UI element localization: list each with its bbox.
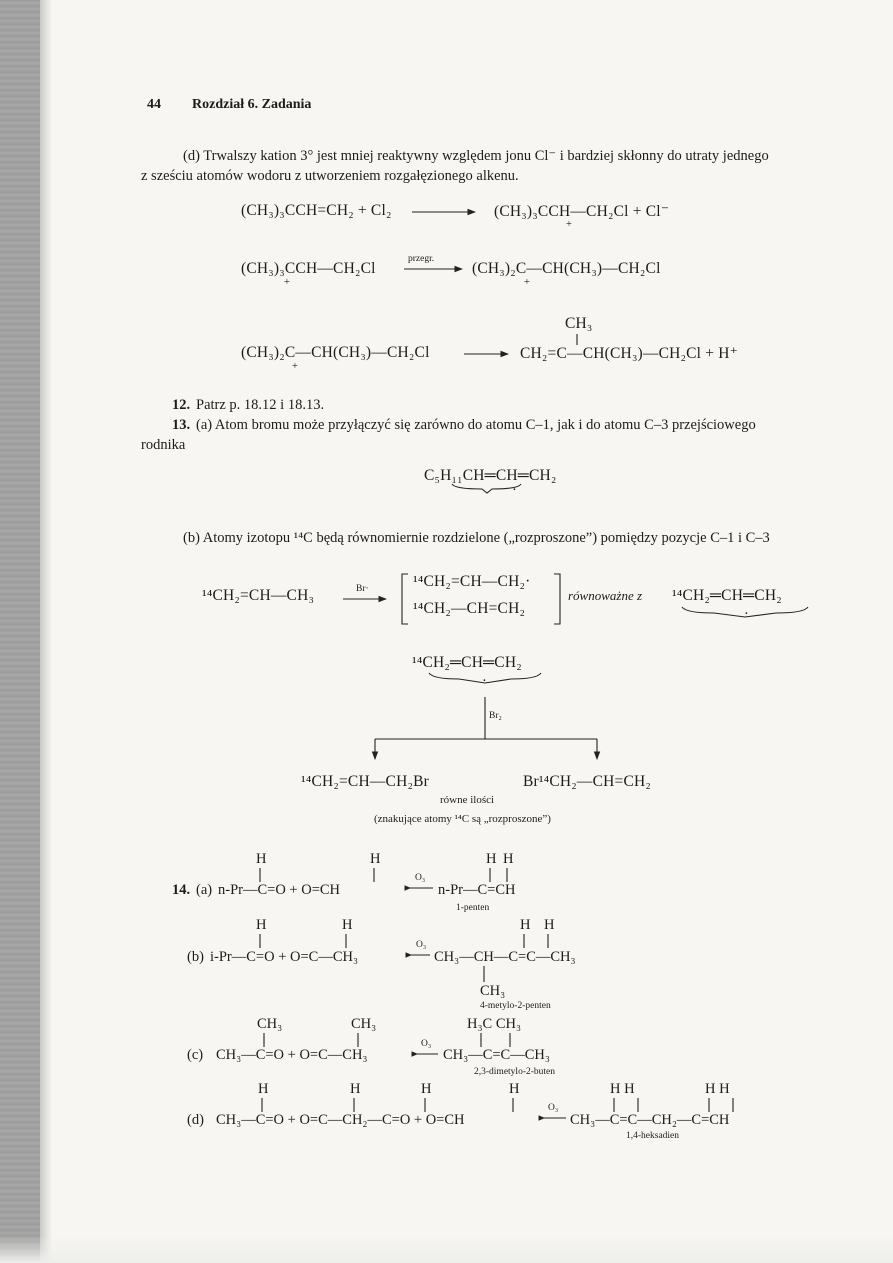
cation-plus-3: + — [524, 277, 530, 288]
left-square-bracket — [402, 574, 408, 624]
item12-text: Patrz p. 18.12 i 18.13. — [196, 397, 325, 413]
eq2-right: (CH₃)₂C—CH(CH₃)—CH₂Cl — [472, 260, 661, 277]
c-reactants: CH₃—C=O + O=C—CH₃ — [216, 1047, 368, 1063]
d-hh1: H H — [610, 1081, 635, 1097]
equivalent-text: równoważne z — [568, 588, 643, 603]
br-radical-label: Br· — [356, 584, 369, 594]
eq3-right: CH₂=C—CH(CH₃)—CH₂Cl + H⁺ — [520, 345, 739, 362]
eq1-left: (CH₃)₃CCH=CH₂ + Cl₂ — [241, 202, 392, 219]
part-d-line1: (d) Trwalszy kation 3° jest mniej reaktywny względem jonu Cl⁻ i bardziej skłonny do utraty jednego — [183, 148, 769, 164]
item14-number: 14. — [172, 882, 191, 898]
b-h4: H — [544, 917, 555, 933]
cation-plus-4: + — [292, 361, 298, 372]
product-1: ¹⁴CH₂=CH—CH₂Br — [301, 773, 429, 790]
c-name: 2,3-dimetylo-2-buten — [474, 1067, 555, 1077]
b-label: (b) — [187, 949, 204, 965]
a-alkene: n-Pr—C=CH — [438, 882, 516, 898]
a-h3: H — [486, 851, 497, 867]
c-methyl1: CH₃ — [257, 1016, 283, 1032]
a-h4: H — [503, 851, 514, 867]
resonance-form-2: ¹⁴CH₂—CH=CH₂ — [413, 600, 526, 617]
eq1-right: (CH₃)₃CCH—CH₂Cl + Cl⁻ — [494, 203, 670, 220]
eq2-left: (CH₃)₃CCH—CH₂Cl — [241, 260, 376, 277]
hybrid-right: ¹⁴CH₂═CH═CH₂ — [672, 587, 782, 604]
a-ozone: O₃ — [415, 873, 426, 883]
c-label: (c) — [187, 1047, 204, 1063]
d-label: (d) — [187, 1112, 204, 1128]
right-square-bracket — [554, 574, 560, 624]
d-alkene: CH₃—C=C—CH₂—C=CH — [570, 1112, 730, 1128]
c-methyl2: CH₃ — [351, 1016, 377, 1032]
d-ozone: O₃ — [548, 1103, 559, 1113]
cation-plus-2: + — [284, 277, 290, 288]
c-alkene: CH₃—C=C—CH₃ — [443, 1047, 550, 1063]
equal-amounts-caption: równe ilości — [440, 794, 495, 806]
b-name: 4-metylo-2-penten — [480, 1001, 551, 1011]
b-ozone: O₃ — [416, 940, 427, 950]
d-reactants: CH₃—C=O + O=C—CH₂—C=O + O=CH — [216, 1112, 465, 1128]
b-h1: H — [256, 917, 267, 933]
eq2-arrow-label: przegr. — [408, 254, 435, 264]
hybrid-center-brace — [429, 673, 541, 683]
d-h1: H — [258, 1081, 269, 1097]
product-2: Br¹⁴CH₂—CH=CH₂ — [523, 773, 651, 790]
allyl-radical: C₅H₁₁CH═CH═CH₂ — [424, 467, 557, 484]
a-h2: H — [370, 851, 381, 867]
hybrid-right-brace — [682, 607, 808, 617]
eq3-left: (CH₃)₂C—CH(CH₃)—CH₂Cl — [241, 344, 430, 361]
a-label: (a) — [196, 882, 213, 898]
b-reactants: i-Pr—C=O + O=C—CH₃ — [210, 949, 359, 965]
hybrid-right-dot: · — [744, 606, 749, 622]
hybrid-center-dot: · — [482, 673, 487, 689]
br2-reagent: Br₂ — [489, 711, 502, 721]
propene-14c: ¹⁴CH₂=CH—CH₃ — [202, 587, 315, 604]
item12-number: 12. — [172, 397, 191, 413]
item13-number: 13. — [172, 417, 191, 433]
a-h1: H — [256, 851, 267, 867]
d-h2: H — [350, 1081, 361, 1097]
b-h2: H — [342, 917, 353, 933]
resonance-form-1: ¹⁴CH₂=CH—CH₂· — [413, 573, 531, 590]
item13-line2: rodnika — [141, 437, 186, 453]
item13-b-text: (b) Atomy izotopu ¹⁴C będą równomiernie rozdzielone („rozproszone”) pomiędzy pozycje C–1 i C–3 — [183, 530, 770, 546]
item13-line1: (a) Atom bromu może przyłączyć się zarówno do atomu C–1, jak i do atomu C–3 przejściowego — [196, 417, 756, 433]
part-d-line2: z sześciu atomów wodoru z utworzeniem rozgałęzionego alkenu. — [141, 168, 519, 184]
eq3-methyl: CH₃ — [565, 315, 593, 332]
chapter-title: Rozdział 6. Zadania — [192, 97, 312, 112]
b-h3: H — [520, 917, 531, 933]
a-reactants: n-Pr—C=O + O=CH — [218, 882, 341, 898]
d-h3: H — [421, 1081, 432, 1097]
page-number: 44 — [147, 97, 161, 112]
label-scattered-caption: (znakujące atomy ¹⁴C są „rozproszone”) — [374, 813, 551, 825]
d-h4: H — [509, 1081, 520, 1097]
radical-dot: · — [512, 482, 517, 498]
radical-brace — [452, 484, 521, 493]
c-methyls: H₃C CH₃ — [467, 1016, 522, 1032]
b-branch-methyl: CH₃ — [480, 983, 506, 999]
d-hh2: H H — [705, 1081, 730, 1097]
c-ozone: O₃ — [421, 1039, 432, 1049]
a-name: 1-penten — [456, 903, 490, 913]
d-name: 1,4-heksadien — [626, 1131, 680, 1141]
hybrid-center: ¹⁴CH₂═CH═CH₂ — [412, 654, 522, 671]
cation-plus-1: + — [566, 219, 572, 230]
b-alkene: CH₃—CH—C=C—CH₃ — [434, 949, 576, 965]
